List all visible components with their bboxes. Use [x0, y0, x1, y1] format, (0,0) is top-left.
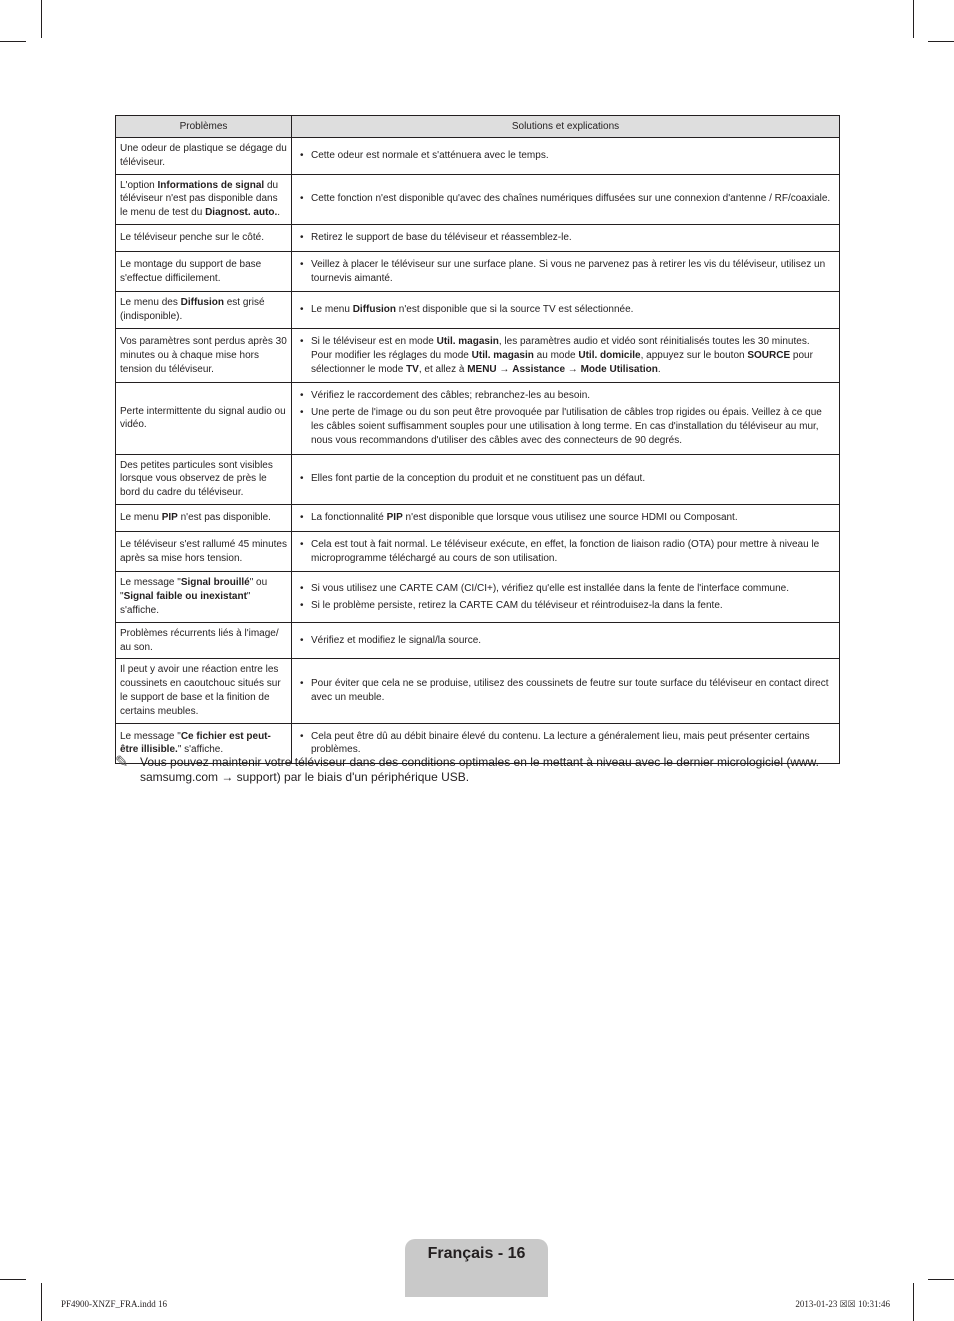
footer-file-name: PF4900-XNZF_FRA.indd 16: [61, 1299, 168, 1309]
solution-list: [300, 335, 831, 376]
problem-cell: [116, 531, 292, 572]
solution-cell: [292, 572, 840, 622]
text-run: n'est disponible que si la source TV est sélectionnée.: [396, 304, 634, 316]
solution-list: [300, 538, 831, 566]
text-run: n'est disponible que lorsque vous utilisez une source HDMI ou Composant.: [402, 511, 738, 523]
table-header-row: [116, 116, 840, 138]
footer-timestamp: 2013-01-23 ☒☒ 10:31:46: [795, 1299, 890, 1309]
text-run: Vérifiez et modifiez le signal/la source.: [311, 634, 482, 646]
bold-term: Assistance: [512, 363, 566, 375]
crop-mark: [928, 41, 954, 42]
table-row: [116, 224, 840, 251]
bold-term: PIP: [386, 511, 403, 523]
crop-mark: [41, 0, 42, 38]
text-run: Perte intermittente du signal audio ou vidéo.: [120, 405, 286, 431]
text-run: pour sélectionner le mode: [311, 349, 813, 375]
bold-term: Util. magasin: [471, 349, 534, 361]
text-run: Des petites particules sont visibles lorsque vous observez de près le bord du cadre du téléviseur.: [120, 459, 273, 499]
bold-term: TV: [406, 363, 419, 375]
text-run: Retirez le support de base du téléviseur et réassemblez-le.: [311, 231, 572, 243]
crop-mark: [913, 1283, 914, 1321]
solution-bullet: [300, 599, 831, 613]
table-row: [116, 454, 840, 504]
text-run: Une perte de l'image ou du son peut être provoquée par l'utilisation de câbles trop rigides ou épais. Veillez à ce que les câbles soient suffisamment souples pour une utilisation à long terme. En cas d'installation du téléviseur au mur, nous vous recommandons d'utiliser des câbles avec des connecteurs de 90 degrés.: [311, 407, 822, 446]
problem-cell: [116, 174, 292, 224]
problem-cell: [116, 138, 292, 175]
text-run: Le téléviseur penche sur le côté.: [120, 231, 264, 243]
pencil-note-icon: ✎: [115, 754, 129, 771]
problem-cell: [116, 224, 292, 251]
bold-term: Ce fichier est peut-être illisible.: [120, 730, 271, 756]
table-row: [116, 138, 840, 175]
problem-cell: [116, 659, 292, 723]
solution-list: [300, 472, 831, 486]
text-run: L'option: [120, 179, 158, 191]
text-run: Le message ": [120, 577, 181, 589]
bold-term: Signal faible ou inexistant: [123, 591, 247, 603]
solution-bullet: [300, 677, 831, 705]
solution-cell: [292, 383, 840, 454]
solution-bullet: [300, 231, 831, 245]
crop-mark: [913, 0, 914, 38]
page-label: Français - 16: [427, 1245, 526, 1262]
text-run: " s'affiche.: [177, 744, 224, 756]
table-row: [116, 251, 840, 292]
problem-cell: [116, 622, 292, 659]
text-run: Le message ": [120, 730, 181, 742]
solution-bullet: [300, 258, 831, 286]
solution-cell: [292, 174, 840, 224]
problem-cell: [116, 292, 292, 329]
table-row: [116, 328, 840, 382]
problem-cell: [116, 572, 292, 622]
text-run: Elles font partie de la conception du produit et ne constituent pas un défaut.: [311, 473, 646, 485]
bold-term: Signal brouillé: [180, 577, 250, 589]
text-run: .: [277, 207, 281, 219]
text-run: , appuyez sur le bouton: [640, 349, 748, 361]
solution-cell: [292, 659, 840, 723]
text-run: " s'affiche.: [120, 591, 251, 616]
solution-cell: [292, 454, 840, 504]
solution-list: [300, 389, 831, 447]
text-run: Problèmes récurrents liés à l'image/ au son.: [120, 627, 279, 653]
usb-update-note: [115, 755, 830, 785]
text-run: Le téléviseur s'est rallumé 45 minutes après sa mise hors tension.: [120, 538, 287, 564]
solution-list: [300, 582, 831, 613]
bold-term: SOURCE: [747, 349, 791, 361]
solution-bullet: [300, 511, 831, 525]
text-run: Il peut y avoir une réaction entre les coussinets en caoutchouc situés sur le support de base et la finition de certains meubles.: [120, 664, 281, 717]
table-row: [116, 504, 840, 531]
solution-bullet: [300, 303, 831, 317]
text-run: est grisé (indisponible).: [120, 297, 265, 323]
solution-cell: [292, 138, 840, 175]
solution-bullet: [300, 582, 831, 596]
solution-cell: [292, 531, 840, 572]
text-run: Cela est tout à fait normal. Le téléviseur exécute, en effet, la fonction de liaison radio (OTA) pour mettre à niveau le microprogramme téléchargé au cours de son utilisation.: [311, 538, 820, 564]
table-row: [116, 292, 840, 329]
solution-cell: [292, 251, 840, 292]
text-run: Le menu des: [120, 297, 181, 309]
table-row: [116, 659, 840, 723]
text-run: Le menu: [120, 511, 162, 523]
text-run: Si vous utilisez une CARTE CAM (CI/CI+), vérifiez qu'elle est installée dans la fente de l'interface commune.: [311, 582, 790, 594]
troubleshooting-table: [115, 115, 840, 764]
solution-list: [300, 149, 831, 163]
text-run: Le menu: [311, 304, 353, 316]
solution-bullet: [300, 538, 831, 566]
text-run: .: [657, 363, 661, 375]
text-run: Veillez à placer le téléviseur sur une surface plane. Si vous ne parvenez pas à retirer les vis du téléviseur, utilisez un tournevis aimanté.: [311, 258, 826, 284]
table-row: [116, 622, 840, 659]
text-run: →: [496, 363, 513, 375]
solution-bullet: [300, 634, 831, 648]
solution-bullet: [300, 730, 831, 758]
text-run: au mode: [533, 349, 579, 361]
problems-column-header: Problèmes: [116, 116, 292, 138]
table-row: [116, 531, 840, 572]
text-run: Une odeur de plastique se dégage du téléviseur.: [120, 143, 287, 168]
solution-cell: [292, 622, 840, 659]
text-run: Cela peut être dû au débit binaire élevé du contenu. La lecture a généralement lieu, mais peut présenter certains problèmes.: [311, 730, 810, 756]
solution-list: [300, 677, 831, 705]
solution-bullet: [300, 335, 831, 376]
note-text: Vous pouvez maintenir votre téléviseur dans des conditions optimales en le mettant à niveau avec le dernier micrologiciel (www. samsumg.com → support) par le biais d'un périphérique USB.: [140, 755, 820, 784]
solution-cell: [292, 292, 840, 329]
bold-term: Diffusion: [180, 297, 224, 309]
table-row: [116, 174, 840, 224]
table-row: [116, 383, 840, 454]
page-number-tab: [405, 1239, 548, 1297]
bold-term: Diagnost. auto.: [205, 207, 278, 219]
text-run: Cette odeur est normale et s'atténuera avec le temps.: [311, 149, 549, 161]
solution-bullet: [300, 389, 831, 403]
text-run: Le montage du support de base s'effectue difficilement.: [120, 258, 262, 284]
crop-mark: [928, 1279, 954, 1280]
solution-list: [300, 231, 831, 245]
solution-cell: [292, 224, 840, 251]
solution-list: [300, 258, 831, 286]
solution-bullet: [300, 472, 831, 486]
text-run: Vos paramètres sont perdus après 30 minutes ou à chaque mise hors tension du téléviseur.: [120, 335, 287, 375]
crop-mark: [41, 1283, 42, 1321]
text-run: Si le problème persiste, retirez la CARTE CAM du téléviseur et réintroduisez-la dans la fente.: [311, 599, 723, 611]
bold-term: Mode Utilisation: [580, 363, 658, 375]
solution-bullet: [300, 406, 831, 447]
crop-mark: [0, 1279, 26, 1280]
solution-cell: [292, 328, 840, 382]
solution-list: [300, 192, 831, 206]
text-run: " ou ": [120, 577, 268, 603]
text-run: →: [565, 363, 581, 375]
problem-cell: [116, 383, 292, 454]
bold-term: Util. magasin: [436, 335, 499, 347]
solution-cell: [292, 504, 840, 531]
text-run: Cette fonction n'est disponible qu'avec des chaînes numériques diffusées sur une connexion d'antenne / RF/coaxiale.: [311, 193, 831, 205]
crop-mark: [0, 41, 26, 42]
solution-list: [300, 511, 831, 525]
solution-bullet: [300, 149, 831, 163]
solution-list: [300, 303, 831, 317]
bold-term: PIP: [161, 511, 178, 523]
bold-term: Diffusion: [352, 304, 397, 316]
text-run: , les paramètres audio et vidéo sont réinitialisés toutes les 30 minutes. Pour modifier les réglages du mode: [311, 335, 810, 361]
solution-list: [300, 634, 831, 648]
text-run: Si le téléviseur est en mode: [311, 335, 437, 347]
problem-cell: [116, 454, 292, 504]
solutions-column-header: Solutions et explications: [292, 116, 840, 138]
problem-cell: [116, 251, 292, 292]
solution-list: [300, 730, 831, 758]
text-run: Vérifiez le raccordement des câbles; rebranchez-les au besoin.: [311, 390, 591, 402]
text-run: La fonctionnalité: [311, 511, 387, 523]
problem-cell: [116, 328, 292, 382]
problem-cell: [116, 504, 292, 531]
solution-bullet: [300, 192, 831, 206]
bold-term: MENU: [467, 363, 497, 375]
text-run: n'est pas disponible.: [177, 511, 271, 523]
text-run: Pour éviter que cela ne se produise, utilisez des coussinets de feutre sur toute surface du téléviseur en contact direct avec un meuble.: [311, 678, 829, 703]
table-row: [116, 572, 840, 622]
text-run: , et allez à: [418, 363, 468, 375]
text-run: du téléviseur n'est pas disponible dans le menu de test du: [120, 179, 279, 219]
bold-term: Util. domicile: [578, 349, 641, 361]
bold-term: Informations de signal: [157, 179, 265, 191]
